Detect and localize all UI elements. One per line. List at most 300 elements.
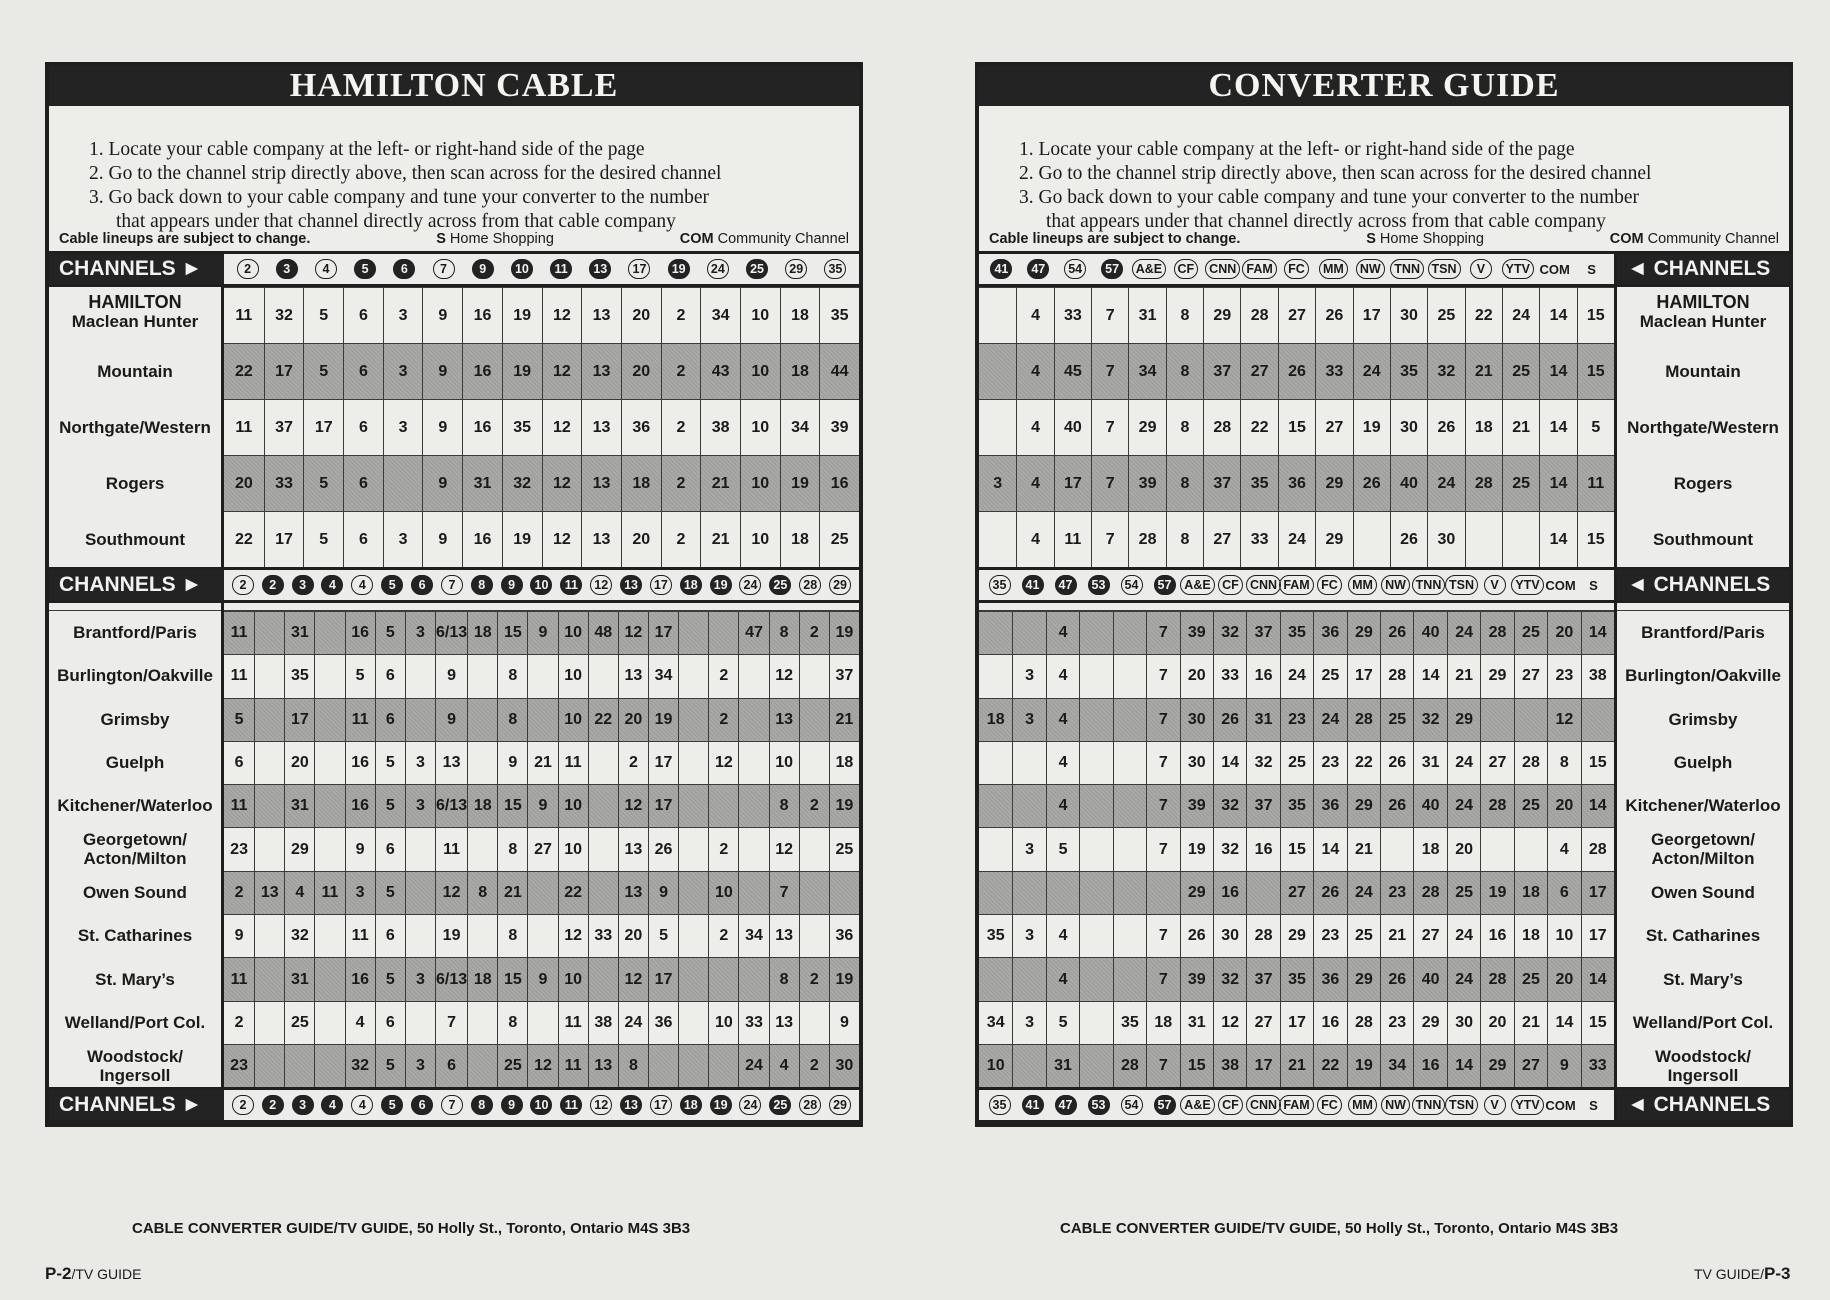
- lineup-cell: [678, 957, 708, 1000]
- lineup-cell: [678, 741, 708, 784]
- channel-badge: YTV: [1511, 1095, 1543, 1115]
- lineup-cell: 32: [1413, 698, 1446, 741]
- lineup-cell: 16: [1246, 827, 1279, 870]
- channel-badge: 47: [1027, 259, 1049, 279]
- lineup-cell: 22: [588, 698, 618, 741]
- lineup-cell: 6: [435, 1044, 467, 1087]
- instruction-3: 3. Go back down to your cable company and tune your converter to the number: [1019, 187, 1640, 208]
- lineup-cell: 11: [1577, 455, 1614, 511]
- channel-badge: 7: [433, 259, 455, 279]
- hamilton-table: [49, 287, 859, 567]
- lineup-cell: [1012, 741, 1045, 784]
- lineup-cell: 7: [1146, 1044, 1179, 1087]
- lineup-cell: 3: [979, 455, 1016, 511]
- lineup-cell: 30: [829, 1044, 859, 1087]
- lineup-cell: [588, 784, 618, 827]
- lineup-cell: [738, 957, 768, 1000]
- lineup-cell: 35: [1280, 957, 1313, 1000]
- channel-badge: 53: [1088, 575, 1110, 595]
- lineup-cell: 31: [1128, 287, 1165, 343]
- lineup-cell: 10: [558, 827, 588, 870]
- channel-badge: 11: [560, 575, 582, 595]
- lineup-cell: 34: [738, 914, 768, 957]
- lineup-cell: 14: [1581, 611, 1614, 654]
- lineup-cell: 24: [1447, 784, 1480, 827]
- lineup-cell: 2: [661, 287, 701, 343]
- channel-badge: NW: [1381, 575, 1410, 595]
- lineup-cell: 5: [303, 343, 343, 399]
- lineup-cell: 39: [1180, 611, 1213, 654]
- lineup-cell: 8: [1166, 399, 1203, 455]
- channel-badge: 25: [746, 259, 768, 279]
- channel-badge: 11: [560, 1095, 582, 1115]
- lineup-cell: 18: [467, 784, 497, 827]
- channel-badge: MM: [1319, 259, 1348, 279]
- operator-name-line: Rogers: [1673, 473, 1733, 493]
- lineup-cell: 9: [422, 455, 462, 511]
- lineup-cell: 38: [1213, 1044, 1246, 1087]
- lineup-cell: [1046, 871, 1079, 914]
- lineup-cell: 9: [422, 287, 462, 343]
- channel-badge: 7: [441, 1095, 463, 1115]
- operator-name-line: Woodstock/: [1654, 1046, 1752, 1066]
- lineup-cell: 12: [527, 1044, 557, 1087]
- lineup-cell: 15: [1180, 1044, 1213, 1087]
- lineup-cell: 5: [375, 871, 405, 914]
- lineup-cell: 2: [224, 1001, 254, 1044]
- lineup-cell: 17: [648, 957, 678, 1000]
- lineup-cell: [1079, 1001, 1112, 1044]
- lineup-cell: 29: [1315, 511, 1352, 567]
- lineup-cell: 13: [581, 399, 621, 455]
- lineup-cell: 7: [1146, 914, 1179, 957]
- lineup-cell: [383, 455, 423, 511]
- lineup-cell: 27: [1246, 1001, 1279, 1044]
- channel-badge: CF: [1218, 1095, 1243, 1115]
- channel-badge: 5: [381, 575, 403, 595]
- lineup-cell: 2: [661, 511, 701, 567]
- lineup-cell: 16: [1313, 1001, 1346, 1044]
- lineup-cell: 12: [435, 871, 467, 914]
- operator-name: [1617, 654, 1789, 697]
- lineup-cell: 5: [303, 455, 343, 511]
- lineup-cell: 31: [1180, 1001, 1213, 1044]
- lineup-cell: [467, 741, 497, 784]
- lineup-cell: [979, 654, 1012, 697]
- lineup-cell: 16: [345, 741, 375, 784]
- operator-name-line: Kitchener/Waterloo: [57, 796, 213, 816]
- lineup-cell: 13: [618, 871, 648, 914]
- operator-name: [1617, 1001, 1789, 1044]
- lineup-cell: 19: [502, 287, 542, 343]
- lineup-cell: [254, 914, 284, 957]
- lineup-cell: 22: [1240, 399, 1277, 455]
- channel-badge: TNN: [1390, 259, 1424, 279]
- lineup-cell: 25: [829, 827, 859, 870]
- instruction-3: 3. Go back down to your cable company and tune your converter to the number: [89, 187, 710, 208]
- lineup-cell: 3: [1012, 698, 1045, 741]
- lineup-cell: 40: [1390, 455, 1427, 511]
- operator-name: [1617, 957, 1789, 1000]
- lineup-cell: 35: [1113, 1001, 1146, 1044]
- channel-badge: COM: [1539, 261, 1570, 277]
- operator-names: [1614, 287, 1789, 567]
- lineup-cell: 6/13: [435, 611, 467, 654]
- lineup-cell: 30: [1213, 914, 1246, 957]
- lineup-cell: [1079, 827, 1112, 870]
- lineup-cell: 11: [224, 784, 254, 827]
- lineup-cell: 18: [1514, 914, 1547, 957]
- operator-name-line: Southmount: [84, 529, 186, 549]
- lineup-cell: 27: [1203, 511, 1240, 567]
- channel-strip: [49, 567, 859, 603]
- lineup-cell: 14: [1539, 511, 1576, 567]
- lineup-cell: 11: [435, 827, 467, 870]
- channel-badge: V: [1484, 575, 1506, 595]
- instruction-1: 1. Locate your cable company at the left- or right-hand side of the page: [89, 139, 645, 160]
- lineup-cell: 30: [1447, 1001, 1480, 1044]
- channel-badge: 57: [1154, 1095, 1176, 1115]
- lineup-cell: [738, 741, 768, 784]
- lineup-cell: [314, 1044, 344, 1087]
- lineup-cell: 29: [1347, 784, 1380, 827]
- lineup-cell: 19: [1347, 1044, 1380, 1087]
- lineup-cell: 28: [1347, 1001, 1380, 1044]
- lineup-cell: [648, 1044, 678, 1087]
- operator-name-line: Woodstock/: [86, 1046, 184, 1066]
- lineup-cell: 34: [780, 399, 820, 455]
- lineup-cell: 8: [497, 1001, 527, 1044]
- lineup-cell: 10: [740, 343, 780, 399]
- lineup-cell: 4: [1016, 455, 1053, 511]
- lineup-cell: [1079, 957, 1112, 1000]
- lineup-cell: 29: [1480, 654, 1513, 697]
- operator-name-line: St. Catharines: [77, 926, 193, 946]
- lineup-cell: 19: [1353, 399, 1390, 455]
- lineup-cell: 10: [558, 957, 588, 1000]
- lineup-cell: 28: [1413, 871, 1446, 914]
- lineup-cell: 2: [661, 455, 701, 511]
- lineup-cell: 18: [467, 957, 497, 1000]
- lineup-cell: 33: [1315, 343, 1352, 399]
- lineup-cell: [799, 1001, 829, 1044]
- lineup-cell: 2: [708, 654, 738, 697]
- lineup-cell: 6: [375, 698, 405, 741]
- lineup-cell: [1380, 827, 1413, 870]
- lineup-cell: 24: [1313, 698, 1346, 741]
- lineup-cell: [678, 827, 708, 870]
- lineup-cell: 17: [303, 399, 343, 455]
- operator-name: [1617, 399, 1789, 455]
- lineup-cell: 15: [1577, 287, 1614, 343]
- channel-badge: FAM: [1242, 259, 1276, 279]
- lineup-cell: 37: [829, 654, 859, 697]
- lineup-cell: [314, 611, 344, 654]
- lineup-cell: 3: [405, 1044, 435, 1087]
- operator-name: [49, 399, 221, 455]
- lineup-cell: 29: [1480, 1044, 1513, 1087]
- lineup-cell: 18: [780, 511, 820, 567]
- lineup-cell: 17: [1246, 1044, 1279, 1087]
- lineup-cell: 21: [1347, 827, 1380, 870]
- operator-name-line: St. Mary’s: [1663, 969, 1743, 989]
- lineup-cell: [1079, 698, 1112, 741]
- lineup-cell: 35: [819, 287, 859, 343]
- lineup-cell: 8: [497, 698, 527, 741]
- channel-badge: CF: [1218, 575, 1243, 595]
- lineup-cell: [1113, 784, 1146, 827]
- operator-name-line: Brantford/Paris: [1641, 623, 1765, 643]
- operator-name-line: Acton/Milton: [83, 849, 187, 869]
- lineup-cell: 4: [1046, 698, 1079, 741]
- lineup-cell: 3: [1012, 1001, 1045, 1044]
- channel-badge: FC: [1284, 259, 1309, 279]
- lineup-cell: 24: [1447, 957, 1480, 1000]
- lineup-cell: 10: [769, 741, 799, 784]
- lineup-cell: 15: [1280, 827, 1313, 870]
- lineup-cell: 10: [740, 287, 780, 343]
- lineup-cell: 11: [558, 741, 588, 784]
- lineup-cell: 21: [700, 511, 740, 567]
- lineup-cell: 26: [648, 827, 678, 870]
- lineup-cell: 15: [1577, 511, 1614, 567]
- operator-name: [1617, 698, 1789, 741]
- channel-badge: 9: [472, 259, 494, 279]
- lineup-cell: 25: [284, 1001, 314, 1044]
- operator-name: [49, 871, 221, 914]
- operator-name: [1617, 871, 1789, 914]
- operator-name: [49, 343, 221, 399]
- lineup-cell: 14: [1539, 399, 1576, 455]
- channel-badge: 17: [650, 575, 672, 595]
- lineup-cell: 6: [375, 654, 405, 697]
- lineup-cell: 18: [780, 287, 820, 343]
- channel-badge: 2: [237, 259, 259, 279]
- lineup-cell: 23: [1547, 654, 1580, 697]
- channel-badge: 4: [321, 1095, 343, 1115]
- instruction-2: 2. Go to the channel strip directly above, then scan across for the desired channel: [89, 163, 722, 184]
- lineup-cell: 40: [1054, 399, 1091, 455]
- lineup-cell: 4: [1547, 827, 1580, 870]
- lineup-cell: 5: [375, 784, 405, 827]
- channel-badge: 28: [799, 1095, 821, 1115]
- channel-badge: 10: [511, 259, 533, 279]
- lineup-cell: [1146, 871, 1179, 914]
- operator-name: [1617, 784, 1789, 827]
- lineup-cell: 23: [1380, 871, 1413, 914]
- lineup-cell: [1465, 511, 1502, 567]
- lineup-change-note: Cable lineups are subject to change.: [989, 231, 1241, 247]
- lineup-cell: 3: [383, 399, 423, 455]
- lineup-cell: 22: [1313, 1044, 1346, 1087]
- lineup-cell: [1079, 784, 1112, 827]
- lineup-cell: 16: [345, 611, 375, 654]
- channel-badge: 19: [710, 575, 732, 595]
- lineup-cell: 10: [708, 1001, 738, 1044]
- lineup-cell: [738, 654, 768, 697]
- lineup-cell: 23: [224, 827, 254, 870]
- lineup-cell: 13: [769, 914, 799, 957]
- lineup-cell: 26: [1313, 871, 1346, 914]
- lineup-cell: 24: [1447, 741, 1480, 784]
- lineup-cell: [254, 827, 284, 870]
- lineup-cell: 12: [1213, 1001, 1246, 1044]
- lineup-cell: [1113, 914, 1146, 957]
- channel-strip: [979, 251, 1789, 287]
- lineup-cell: [254, 698, 284, 741]
- instruction-3-cont: that appears under that channel directly across from that cable company: [1046, 211, 1606, 232]
- operator-name-line: Owen Sound: [83, 882, 187, 902]
- lineup-cell: [1353, 511, 1390, 567]
- lineup-cell: 27: [1278, 287, 1315, 343]
- lineup-cell: 6: [343, 511, 383, 567]
- lineup-cell: 15: [1581, 741, 1614, 784]
- lineup-cell: 13: [581, 287, 621, 343]
- channel-badge: V: [1484, 1095, 1506, 1115]
- lineup-cell: 31: [284, 784, 314, 827]
- lineup-cell: [1581, 698, 1614, 741]
- lineup-cell: 10: [979, 1044, 1012, 1087]
- operator-name-line: Georgetown/: [83, 830, 187, 850]
- lineup-cell: 13: [618, 654, 648, 697]
- right-page-number: TV GUIDE/P-3: [1694, 1264, 1791, 1283]
- lineup-cell: [799, 698, 829, 741]
- lineup-cell: 9: [224, 914, 254, 957]
- channel-badge: 13: [620, 575, 642, 595]
- lineup-cell: 3: [405, 611, 435, 654]
- operator-name-line: Northgate/Western: [59, 417, 211, 437]
- lineup-cell: 6: [343, 287, 383, 343]
- channel-strip: [979, 567, 1789, 603]
- operator-name: [49, 611, 221, 654]
- lineup-cell: [254, 741, 284, 784]
- channel-badge: S: [1589, 1097, 1598, 1113]
- channel-badge: 4: [315, 259, 337, 279]
- lineup-cell: 20: [1547, 957, 1580, 1000]
- lineup-cell: 23: [1280, 698, 1313, 741]
- lineup-cell: 9: [1547, 1044, 1580, 1087]
- lineup-cell: 14: [1581, 957, 1614, 1000]
- lineup-cell: [1480, 698, 1513, 741]
- lineup-cell: [708, 957, 738, 1000]
- lineup-cell: 18: [1413, 827, 1446, 870]
- lineup-cell: 3: [383, 343, 423, 399]
- lineup-cell: 35: [502, 399, 542, 455]
- lineup-cell: 5: [375, 741, 405, 784]
- left-panel: [45, 62, 863, 1127]
- lineup-grid: [224, 603, 859, 1087]
- lineup-cell: 15: [1577, 343, 1614, 399]
- lineup-cell: 37: [1246, 611, 1279, 654]
- lineup-cell: 13: [581, 455, 621, 511]
- lineup-cell: 14: [1581, 784, 1614, 827]
- lineup-cell: 29: [1413, 1001, 1446, 1044]
- lineup-cell: 4: [345, 1001, 375, 1044]
- lineup-cell: 6: [343, 343, 383, 399]
- lineup-cell: 2: [661, 343, 701, 399]
- lineup-cell: 15: [1278, 399, 1315, 455]
- lineup-cell: 17: [648, 611, 678, 654]
- operator-names: [49, 603, 224, 1087]
- operator-name-line: Brantford/Paris: [73, 623, 197, 643]
- lineup-cell: [588, 871, 618, 914]
- channel-badge: 4: [351, 1095, 373, 1115]
- operator-name-line: Burlington/Oakville: [57, 666, 213, 686]
- channel-badge: 57: [1101, 259, 1123, 279]
- lineup-cell: 25: [1514, 611, 1547, 654]
- channel-badge: S: [1587, 261, 1596, 277]
- lineup-cell: 10: [558, 698, 588, 741]
- lineup-cell: [467, 827, 497, 870]
- lineup-cell: 29: [1128, 399, 1165, 455]
- lineup-cell: 6: [375, 1001, 405, 1044]
- lineup-cell: [979, 287, 1016, 343]
- lineup-cell: 12: [769, 654, 799, 697]
- channel-badge: CNN: [1246, 1095, 1281, 1115]
- lineup-cell: 13: [581, 343, 621, 399]
- operator-name-line: St. Catharines: [1645, 926, 1761, 946]
- lineup-cell: 25: [497, 1044, 527, 1087]
- lineup-cell: 6: [343, 399, 383, 455]
- operator-name: [49, 698, 221, 741]
- lineup-cell: 4: [1046, 611, 1079, 654]
- lineup-cell: 21: [1447, 654, 1480, 697]
- lineup-cell: 36: [648, 1001, 678, 1044]
- channel-badge: TNN: [1412, 1095, 1446, 1115]
- operator-name: [49, 827, 221, 870]
- lineup-cell: 24: [1427, 455, 1464, 511]
- channel-strip: [49, 251, 859, 287]
- lineup-cell: 2: [799, 784, 829, 827]
- lineup-cell: 12: [542, 399, 582, 455]
- lineup-cell: 29: [1203, 287, 1240, 343]
- lineup-cell: [1113, 827, 1146, 870]
- lineup-cell: 9: [648, 871, 678, 914]
- lineup-cell: 33: [588, 914, 618, 957]
- lineup-cell: 7: [1091, 287, 1128, 343]
- lineup-cell: 10: [740, 511, 780, 567]
- lineup-cell: 28: [1113, 1044, 1146, 1087]
- channel-badge: YTV: [1511, 575, 1543, 595]
- channel-badge: CF: [1174, 259, 1199, 279]
- channel-numbers: [979, 570, 1614, 600]
- lineup-cell: 25: [1447, 871, 1480, 914]
- lineup-cell: 14: [1539, 343, 1576, 399]
- lineup-cell: [1012, 611, 1045, 654]
- lineup-cell: 36: [1313, 957, 1346, 1000]
- channel-badge: 29: [785, 259, 807, 279]
- lineup-cell: [979, 611, 1012, 654]
- lineup-cell: 25: [1502, 343, 1539, 399]
- lineup-cell: 40: [1413, 784, 1446, 827]
- operator-name-line: Southmount: [1652, 529, 1754, 549]
- lineup-cell: [467, 698, 497, 741]
- lineup-cell: 25: [819, 511, 859, 567]
- channel-badge: CNN: [1246, 575, 1281, 595]
- lineup-cell: 30: [1180, 741, 1213, 784]
- channel-badge: 4: [351, 575, 373, 595]
- lineup-cell: 13: [435, 741, 467, 784]
- lineup-cell: 29: [1347, 957, 1380, 1000]
- lineup-cell: 12: [769, 827, 799, 870]
- lineup-cell: 28: [1380, 654, 1413, 697]
- lineup-cell: 25: [1427, 287, 1464, 343]
- spacer: [979, 603, 1614, 611]
- lineup-cell: 9: [435, 654, 467, 697]
- lineup-cell: 16: [462, 343, 502, 399]
- lineup-cell: 25: [1514, 784, 1547, 827]
- channels-label: ◄ CHANNELS: [1614, 1090, 1789, 1120]
